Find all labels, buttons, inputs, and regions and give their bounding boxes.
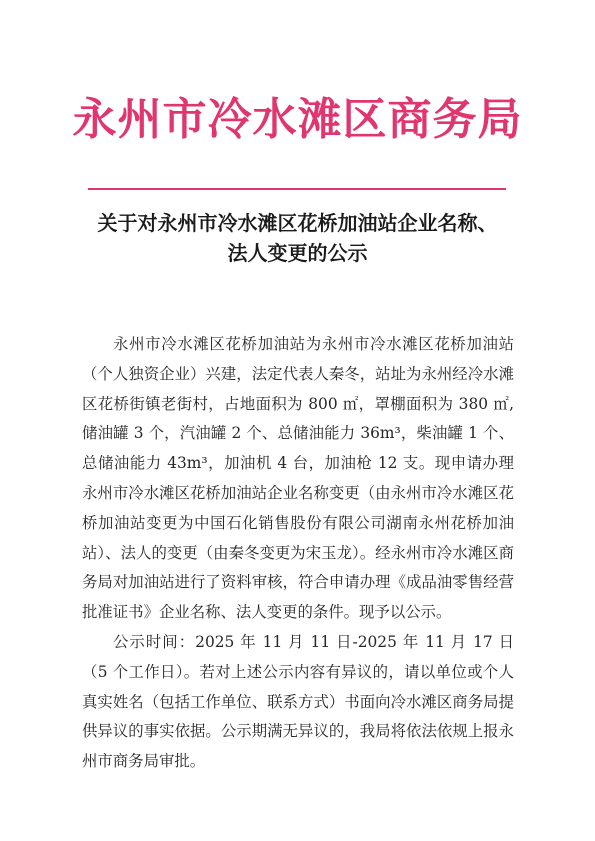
body-paragraph-1: 永州市冷水滩区花桥加油站为永州市冷水滩区花桥加油站（个人独资企业）兴建，法定代表人秦冬，站址为永州经冷水滩区花桥街镇老街村，占地面积为 800 ㎡，罩棚面积为 380 ㎡,储油罐 3 个，汽油罐 2 个、总储油能力 36m³，柴油罐 1 个、总储油能力 43m³，加油机 4 台，加油枪 12 支。现申请办理永州市冷水滩区花桥加油站企业名称变更（由永州市冷水滩区花桥加油站变更为中国石化销售股份有限公司湖南永州花桥加油站）、法人的变更（由秦冬变更为宋玉龙）。经永州市冷水滩区商务局对加油站进行了资料审核，符合申请办理《成品油零售经营批准证书》企业名称、法人变更的条件。现予以公示。 — [82, 335, 514, 622]
body-paragraph-2: 公示时间：2025 年 11 月 11 日-2025 年 11 月 17 日（5 个工作日）。若对上述公示内容有异议的，请以单位或个人真实姓名（包括工作单位、联系方式）书面向冷水滩区商务局提供异议的事实依据。公示期满无异议的，我局将依法依规上报永州市商务局审批。 — [82, 632, 514, 771]
document-body — [82, 330, 514, 777]
issuing-organization-header: 永州市冷水滩区商务局 — [72, 94, 523, 145]
document-title-line-1: 关于对永州市冷水滩区花桥加油站企业名称、 — [97, 211, 498, 235]
header-divider-line — [88, 188, 506, 190]
document-title-line-2: 法人变更的公示 — [227, 241, 368, 265]
document-title — [60, 208, 535, 268]
